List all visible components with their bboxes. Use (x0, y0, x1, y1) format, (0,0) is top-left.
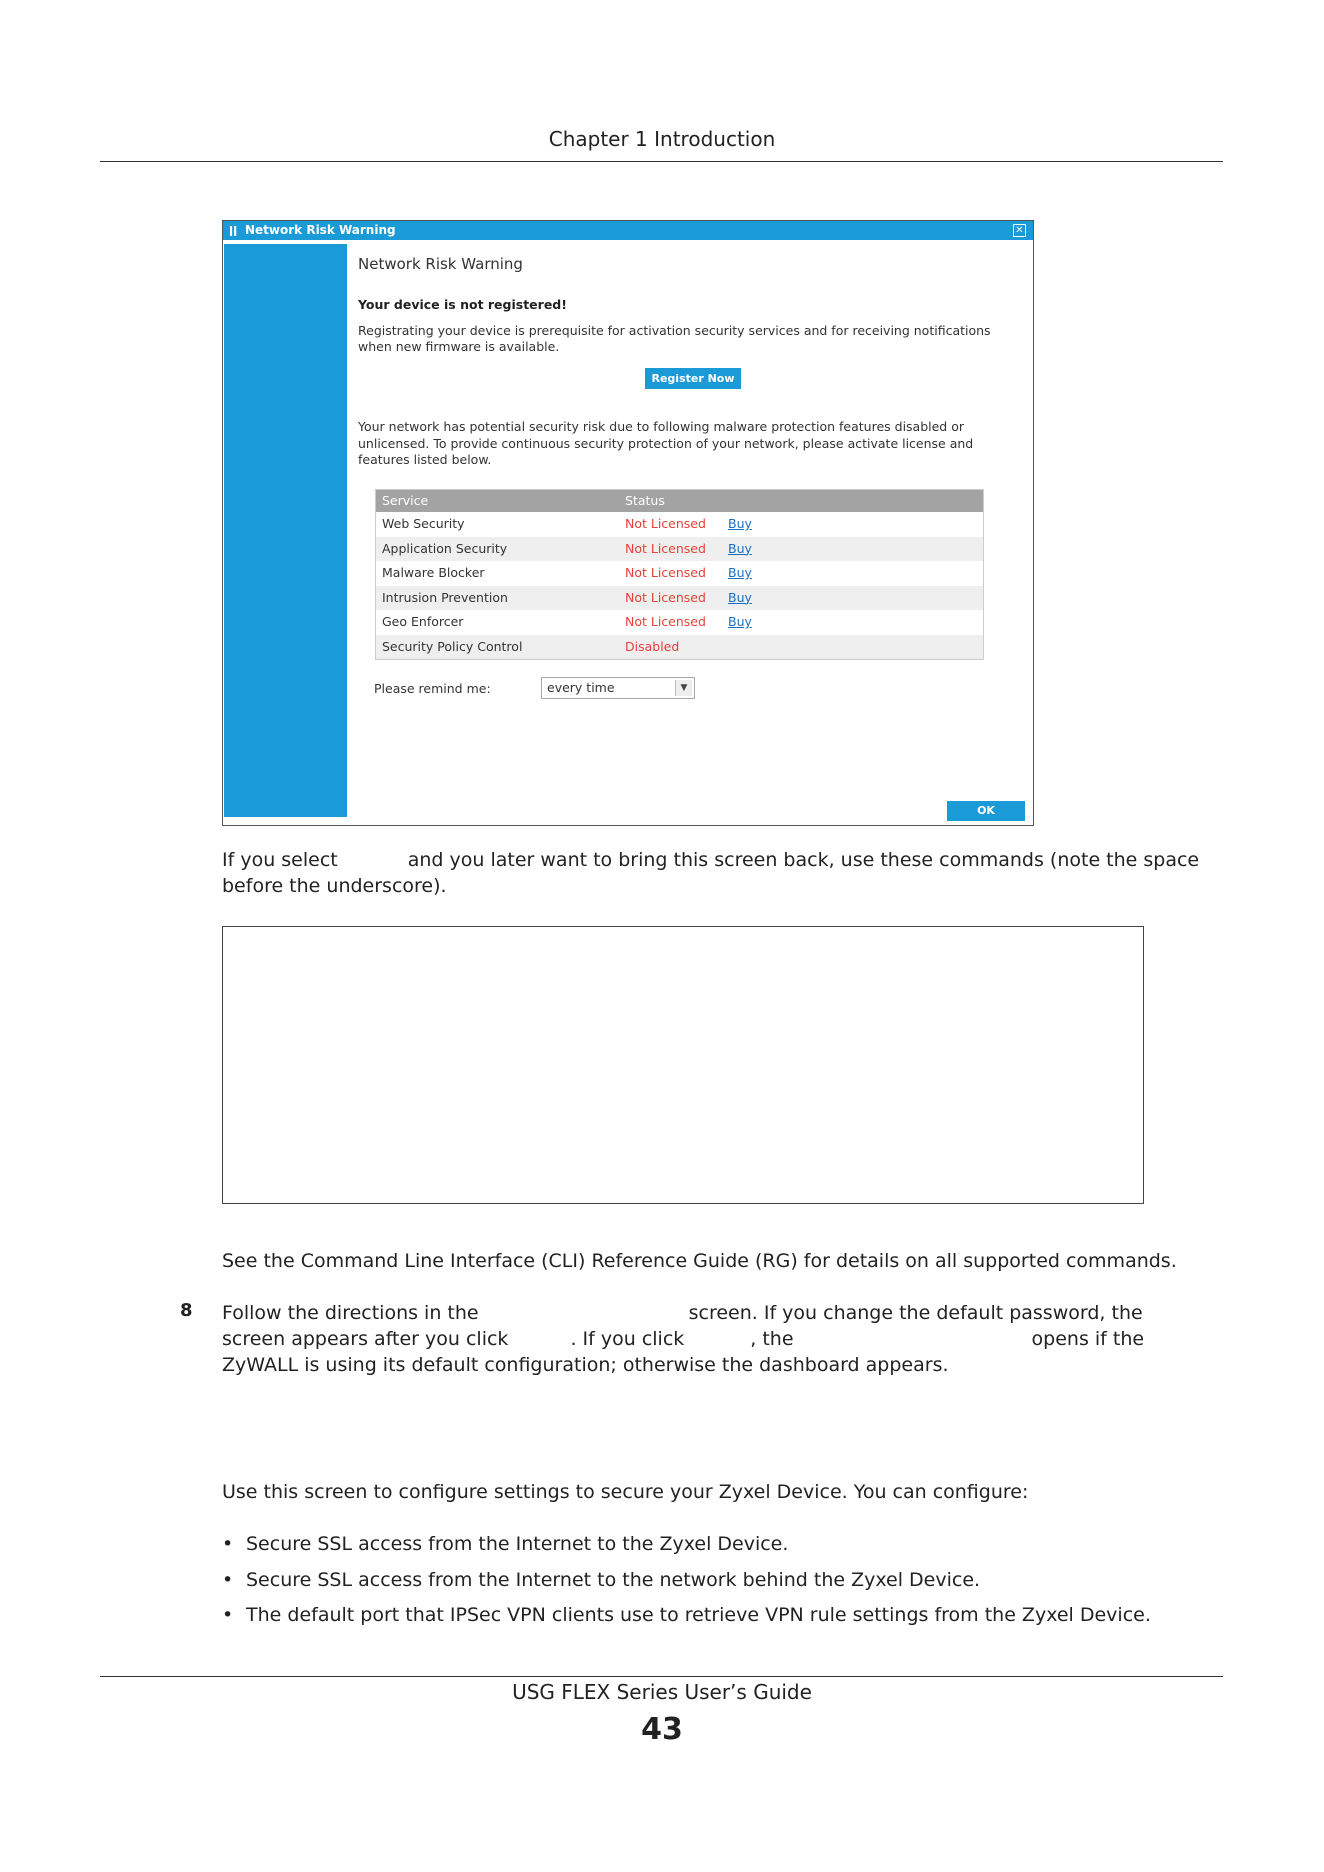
text-run: and you later want to bring this screen back, use these commands (note the space before the underscore). (222, 849, 1200, 897)
register-now-button[interactable]: Register Now (645, 368, 741, 389)
list-item-text: Secure SSL access from the Internet to the network behind the Zyxel Device. (246, 1568, 981, 1591)
buy-link[interactable]: Buy (728, 565, 752, 580)
remind-label: Please remind me: (374, 681, 491, 696)
table-row (376, 586, 983, 611)
list-item-text: The default port that IPSec VPN clients use to retrieve VPN rule settings from the Zyxel Device. (246, 1604, 1151, 1626)
table-row (376, 635, 983, 660)
close-icon[interactable]: ✕ (1013, 224, 1026, 237)
text-run: Follow the directions in the (222, 1302, 479, 1324)
list-item (222, 1602, 1222, 1638)
remind-instructions (222, 847, 1232, 899)
service-name: Malware Blocker (382, 565, 485, 580)
cli-reference-note: See the Command Line Interface (CLI) Reference Guide (RG) for details on all supported commands. (222, 1250, 1177, 1272)
list-item (222, 1567, 1222, 1603)
buy-link[interactable]: Buy (728, 540, 752, 556)
table-row (376, 512, 983, 537)
service-status-table (375, 489, 984, 660)
service-status: Disabled (625, 638, 680, 654)
list-item-text: Secure SSL access from the Internet to the Zyxel Device. (246, 1533, 789, 1555)
dialog-heading: Network Risk Warning (358, 255, 523, 273)
text-run: opens if the ZyWALL is using its default configuration; otherwise the dashboard appears. (222, 1328, 1145, 1376)
service-status: Not Licensed (625, 540, 706, 556)
list-item (222, 1531, 1222, 1567)
status-column-header: Status (625, 493, 665, 508)
table-header (376, 490, 983, 512)
page-number: 43 (641, 1712, 683, 1747)
service-name: Application Security (382, 540, 508, 556)
service-name: Intrusion Prevention (382, 589, 508, 605)
network-risk-warning-dialog (222, 220, 1034, 826)
ok-button[interactable]: OK (947, 801, 1025, 821)
dialog-titlebar (223, 221, 1033, 240)
buy-link[interactable]: Buy (728, 614, 752, 629)
table-row (376, 610, 983, 635)
text-run: If you select (222, 849, 338, 871)
service-name: Geo Enforcer (382, 614, 464, 629)
text-run: screen. If you change the default password, the (688, 1302, 1143, 1324)
table-row (376, 537, 983, 562)
step-number: 8 (180, 1300, 193, 1321)
risk-description: Your network has potential security risk due to following malware protection features disabled or unlicensed. To provide continuous security protection of your network, please activate license and features listed below. (358, 419, 974, 467)
not-registered-text: Your device is not registered! (358, 297, 567, 312)
zyxel-logo-icon: ǀǀ (229, 224, 238, 237)
configuration-list (222, 1531, 1222, 1638)
service-column-header: Service (382, 493, 429, 508)
screen-usage-text: Use this screen to configure settings to secure your Zyxel Device. You can configure: (222, 1481, 1029, 1503)
register-description: Registrating your device is prerequisite for activation security services and for receiving notifications when new firmware is available. (358, 323, 991, 354)
service-status: Not Licensed (625, 516, 706, 531)
text-run: , the (750, 1328, 794, 1350)
remind-selected-value: every time (547, 680, 615, 695)
step-instructions (222, 1300, 1222, 1378)
header-rule (100, 161, 1223, 162)
service-status: Not Licensed (625, 589, 706, 605)
buy-link[interactable]: Buy (728, 589, 752, 605)
remind-select[interactable] (541, 677, 695, 699)
table-row (376, 561, 983, 586)
footer-rule (100, 1676, 1223, 1677)
buy-link[interactable]: Buy (728, 516, 752, 531)
service-status: Not Licensed (625, 565, 706, 580)
chevron-down-icon[interactable]: ▼ (675, 680, 692, 696)
text-run: screen appears after you click (222, 1328, 509, 1350)
dialog-title: Network Risk Warning (245, 223, 396, 237)
service-name: Security Policy Control (382, 638, 523, 654)
service-name: Web Security (382, 516, 465, 531)
chapter-header: Chapter 1 Introduction (548, 127, 776, 151)
footer-guide-title: USG FLEX Series User’s Guide (512, 1680, 812, 1704)
bullet-icon: • (222, 1568, 234, 1591)
dialog-sidebar (224, 244, 347, 817)
cli-command-box (222, 926, 1144, 1204)
service-status: Not Licensed (625, 614, 706, 629)
bullet-icon: • (222, 1604, 234, 1626)
text-run: . If you click (570, 1328, 685, 1350)
bullet-icon: • (222, 1533, 234, 1555)
